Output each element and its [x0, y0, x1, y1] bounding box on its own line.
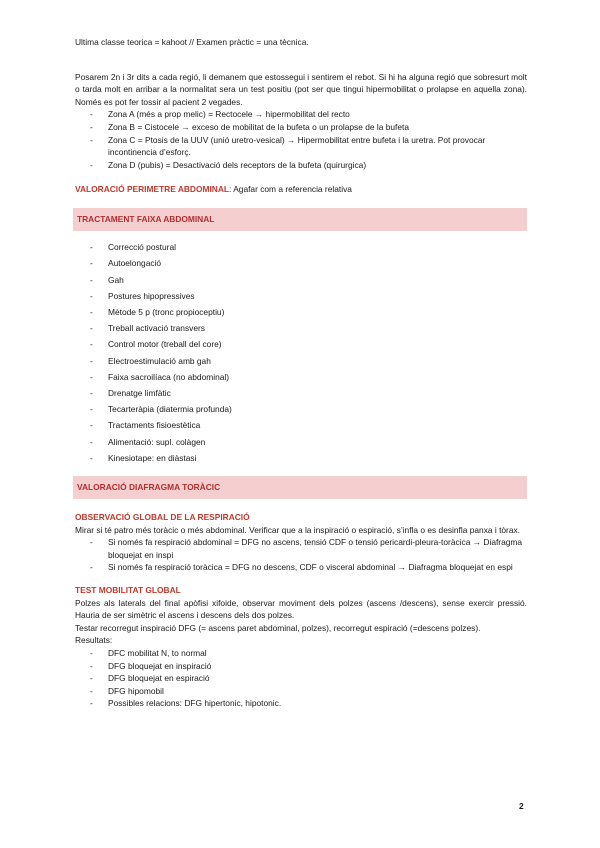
list-item: - Treball activació transvers [75, 322, 527, 335]
tractament-list [75, 241, 527, 464]
list-item: - Tecarteràpia (diatermia profunda) [75, 403, 527, 416]
zones-list [75, 108, 527, 171]
list-item: - DFG hipomobil [75, 685, 527, 698]
observacio-list [75, 536, 527, 574]
section-heading-tractament: TRACTAMENT FAIXA ABDOMINAL [73, 208, 527, 231]
zones-paragraph: Posarem 2n i 3r dits a cada regió, li demanem que estossegui i sentirem el rebot. Si hi ha alguna regió que sobresurt molt o tarda molt en arribar a la normalitat sera un test positiu (pot ser que tingui hipermobilitat o prolapse en aquella zona). Només es pot fer tossir al pacient 2 vegades. [75, 71, 527, 107]
perimetre-line [75, 183, 527, 196]
list-item: - Faixa sacroilíaca (no abdominal) [75, 371, 527, 384]
list-item: - Mètode 5 p (tronc propioceptiu) [75, 306, 527, 319]
perimetre-text: : Agafar com a referencia relativa [229, 184, 352, 195]
list-item: - Zona C = Ptosis de la UUV (unió uretro-vesical) → Hipermobilitat entre bufeta i la uretra. Pot provocar incontinencia d’esforç. [75, 134, 527, 159]
list-item: - Correcció postural [75, 241, 527, 254]
list-item: - Autoelongació [75, 257, 527, 270]
intro-line: Ultima classe teorica = kahoot // Examen pràctic = una tècnica. [75, 37, 309, 47]
test-line2: Testar recorregut inspiració DFG (= ascens paret abdominal, polzes), recorregut espiració (=descens polzes). [75, 622, 481, 633]
results-label: Resultats: [75, 635, 113, 646]
list-item: - Postures hipopressives [75, 290, 527, 303]
list-item: - DFG bloquejat en espiració [75, 672, 527, 685]
list-item: - DFC mobilitat N, to normal [75, 647, 527, 660]
list-item: - Control motor (treball del core) [75, 338, 527, 351]
list-item: - Electroestimulació amb gah [75, 355, 527, 368]
list-item: - Tractaments fisioestètica [75, 419, 527, 432]
test-paragraph: Polzes als laterals del final apòfisi xifoide, observar moviment dels polzes (ascens /descens), sense exercir pressió. Hauria de ser simètric el ascens i descens dels dos polzes. [75, 597, 527, 621]
page-number: 2 [519, 801, 524, 811]
list-item: - Gah [75, 274, 527, 287]
list-item: - Zona A (més a prop melic) = Rectocele → hipermobilitat del recto [75, 108, 527, 121]
results-list [75, 647, 527, 710]
perimetre-label: VALORACIÓ PERIMETRE ABDOMINAL [75, 184, 230, 195]
list-item: - Si només fa respiració abdominal = DFG no ascens, tensió CDF o tensió pericardi-pleura-toràcica → Diafragma bloquejat en inspi [75, 536, 527, 561]
list-item: - Drenatge limfàtic [75, 387, 527, 400]
list-item: - Si només fa respiració toràcica = DFG no descens, CDF o visceral abdominal → Diafragma bloquejat en espi [75, 561, 527, 574]
observacio-paragraph: Mirar si té patro més toràcic o més abdominal. Verificar que a la inspiració o espiració, s’infla o es desinfla panxa i tòrax. [75, 524, 521, 535]
document-page [75, 36, 527, 710]
section-heading-diafragma: VALORACIÓ DIAFRAGMA TORÀCIC [73, 476, 527, 499]
observacio-title: OBSERVACIÓ GLOBAL DE LA RESPIRACIÓ [75, 511, 250, 522]
list-item: - DFG bloquejat en inspiració [75, 660, 527, 673]
list-item: - Zona D (pubis) = Desactivació dels receptors de la bufeta (quirurgica) [75, 159, 527, 172]
list-item: - Possibles relacions: DFG hipertonic, hipotonic. [75, 697, 527, 710]
list-item: - Zona B = Cistocele → exceso de mobilitat de la bufeta o un prolapse de la bufeta [75, 121, 527, 134]
list-item: - Kinesiotape: en diàstasi [75, 452, 527, 465]
test-title: TEST MOBILITAT GLOBAL [75, 584, 181, 595]
list-item: - Alimentació: supl. colàgen [75, 436, 527, 449]
